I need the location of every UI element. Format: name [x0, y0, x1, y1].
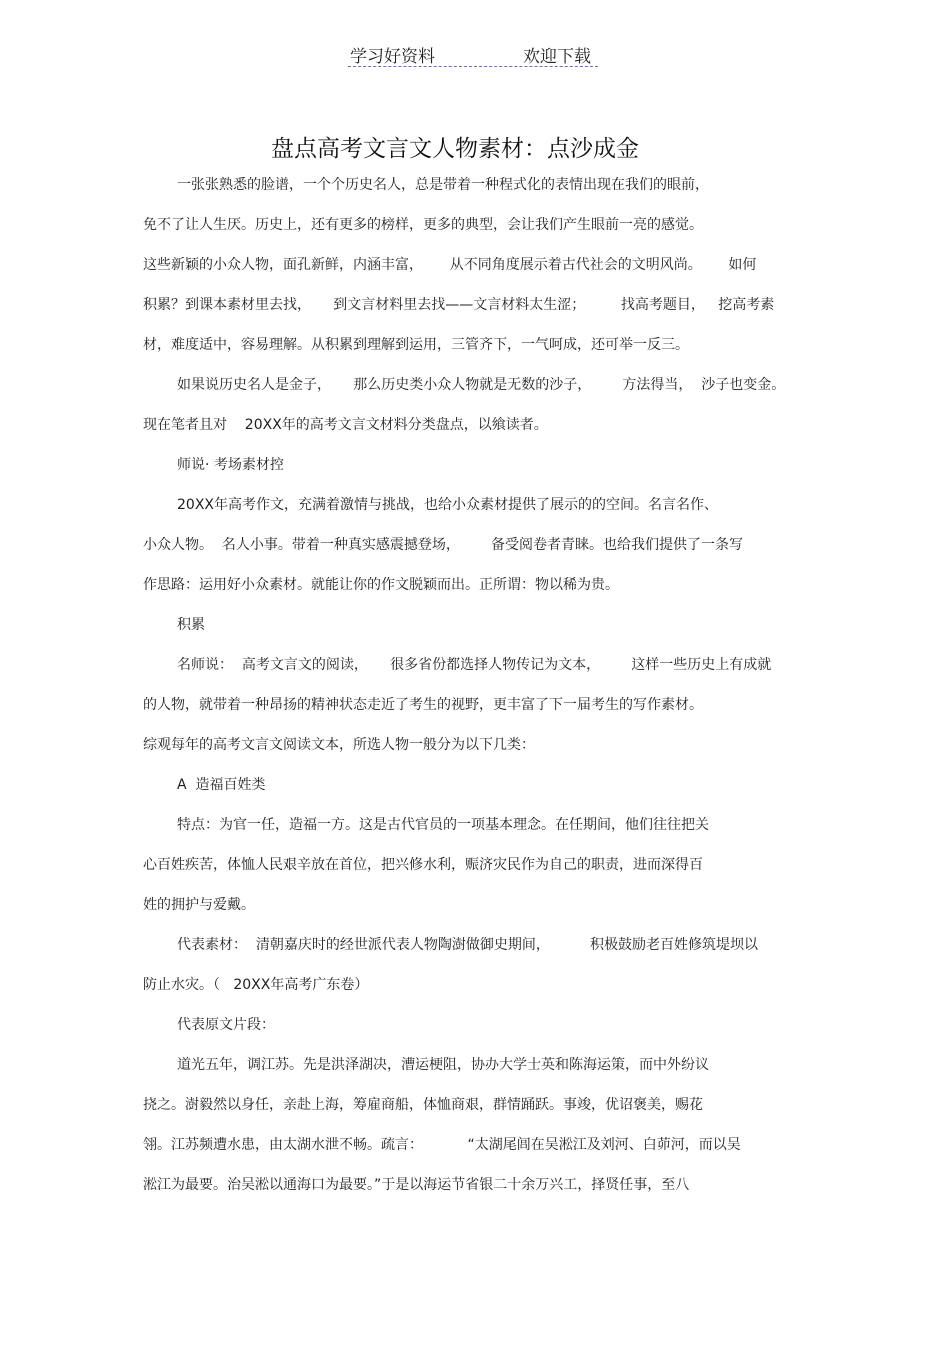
section-heading: A 造福百姓类: [177, 777, 266, 793]
body-line: 作思路：运用好小众素材。就能让你的作文脱颖而出。正所谓：物以稀为贵。: [143, 577, 619, 593]
page-header: [348, 40, 598, 67]
body-line: 如果说历史名人是金子， 那么历史类小众人物就是无数的沙子， 方法得当， 沙子也变金。: [177, 377, 786, 393]
body-line: 挠之。澍毅然以身任，亲赴上海，筹雇商船，体恤商艰，群情踊跃。事竣，优诏褒美，赐花: [143, 1097, 703, 1113]
body-line: 免不了让人生厌。历史上，还有更多的榜样，更多的典型，会让我们产生眼前一亮的感觉。: [143, 217, 703, 233]
section-heading: 代表原文片段：: [177, 1017, 275, 1033]
body-line: 防止水灾。（ 20XX年高考广东卷）: [143, 977, 369, 993]
header-left-text: 学习好资料: [350, 47, 435, 67]
body-line: 心百姓疾苦，体恤人民艰辛放在首位，把兴修水利，赈济灾民作为自己的职责，进而深得百: [143, 857, 703, 873]
body-line: 一张张熟悉的脸谱，一个个历史名人，总是带着一种程式化的表情出现在我们的眼前，: [177, 177, 709, 193]
section-heading: 师说· 考场素材控: [177, 457, 284, 473]
body-line: 20XX年高考作文，充满着激情与挑战，也给小众素材提供了展示的的空间。名言名作、: [177, 497, 718, 513]
document-title: 盘点高考文言文人物素材：点沙成金: [271, 136, 639, 162]
body-line: 小众人物。 名人小事。带着一种真实感震撼登场， 备受阅卷者青睐。也给我们提供了一条写: [143, 537, 744, 553]
body-line: 姓的拥护与爱戴。: [143, 897, 255, 913]
body-line: 综观每年的高考文言文阅读文本，所选人物一般分为以下几类：: [143, 737, 535, 753]
section-heading: 积累: [177, 617, 205, 633]
body-line: 积累？到课本素材里去找， 到文言材料里去找——文言材料太生涩； 找高考题目， 挖高考素: [143, 297, 775, 313]
body-line: 材，难度适中，容易理解。从积累到理解到运用，三管齐下，一气呵成，还可举一反三。: [143, 337, 689, 353]
body-line: 特点：为官一任，造福一方。这是古代官员的一项基本理念。在任期间，他们往往把关: [177, 817, 709, 833]
body-line: 的人物，就带着一种昂扬的精神状态走近了考生的视野，更丰富了下一届考生的写作素材。: [143, 697, 703, 713]
body-line: 代表素材： 清朝嘉庆时的经世派代表人物陶澍做御史期间， 积极鼓励老百姓修筑堤坝以: [177, 937, 758, 953]
body-line: 翎。江苏频遭水患，由太湖水泄不畅。疏言： “太湖尾闾在吴淞江及刘河、白茆河，而以吴: [143, 1137, 741, 1153]
body-line: 这些新颖的小众人物，面孔新鲜，内涵丰富， 从不同角度展示着古代社会的文明风尚。 如何: [143, 257, 757, 273]
body-line: 名师说： 高考文言文的阅读， 很多省份都选择人物传记为文本， 这样一些历史上有成就: [177, 657, 772, 673]
body-line: 淞江为最要。治吴淞以通海口为最要。”于是以海运节省银二十余万兴工，择贤任事，至八: [143, 1177, 690, 1193]
header-right-text: 欢迎下载: [523, 47, 591, 67]
body-line: 现在笔者且对 20XX年的高考文言文材料分类盘点，以飨读者。: [143, 417, 548, 433]
body-line: 道光五年，调江苏。先是洪泽湖决，漕运梗阻，协办大学士英和陈海运策，而中外纷议: [177, 1057, 709, 1073]
